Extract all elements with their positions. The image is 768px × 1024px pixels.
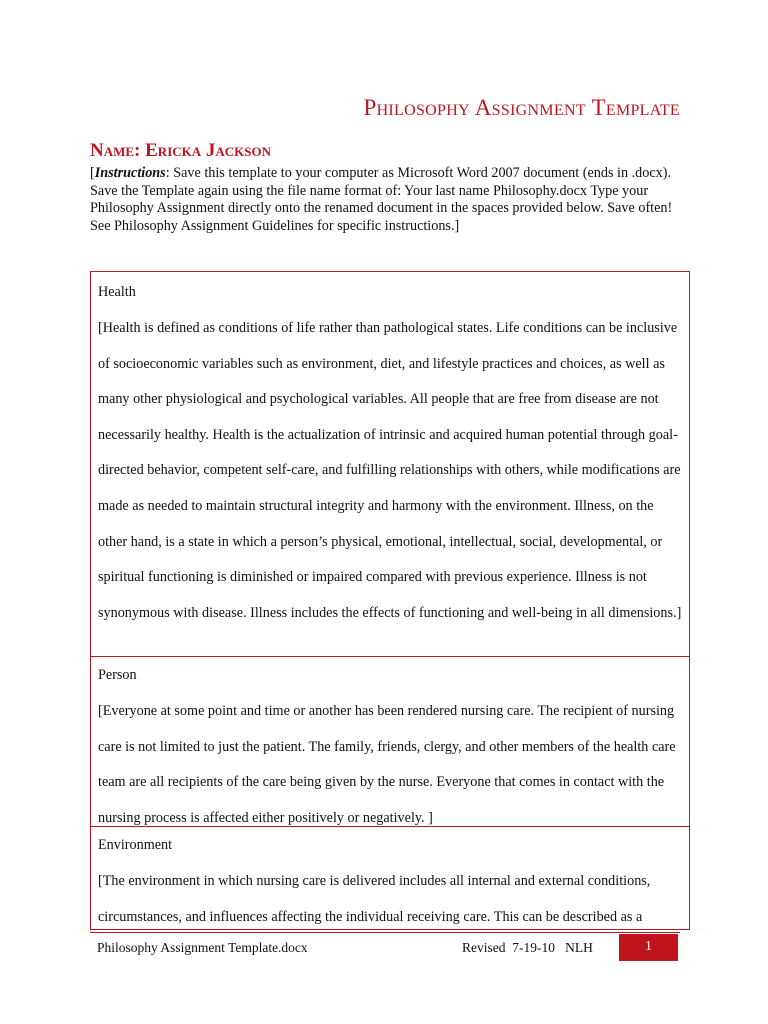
footer-divider <box>90 932 680 933</box>
footer-filename: Philosophy Assignment Template.docx <box>97 940 308 955</box>
section-body[interactable]: [Everyone at some point and time or another has been rendered nursing care. The recipient of nursing care is not limited to just the patient. The family, friends, clergy, and other members of the health care team are all recipients of the care being given by the nurse. Everyone that comes in contact with the nursing process is affected either positively or negatively. ] <box>98 703 676 826</box>
section-heading: Person <box>98 667 137 683</box>
document-title: Philosophy Assignment Template <box>363 95 680 120</box>
section-health[interactable] <box>90 271 690 657</box>
instructions-open-bracket: [ <box>90 165 95 181</box>
section-person[interactable] <box>90 656 690 827</box>
section-body[interactable]: [Health is defined as conditions of life rather than pathological states. Life conditions can be inclusive of socioeconomic variables such as environment, diet, and lifestyle practices and choices, as well as many other physiological and psychological variables. All people that are free from disease are not necessarily healthy. Health is the actualization of intrinsic and acquired human potential through goal-directed behavior, competent self-care, and fulfilling relationships with others, while modifications are made as needed to maintain structural integrity and harmony with the environment. Illness, on the other hand, is a state in which a person’s physical, emotional, intellectual, social, developmental, or spiritual functioning is diminished or impaired compared with previous experience. Illness is not synonymous with disease. Illness includes the effects of functioning and well-being in all dimensions.] <box>98 320 682 621</box>
page-number-badge: 1 <box>619 934 678 961</box>
instructions-paragraph <box>90 165 680 235</box>
instructions-label: Instructions <box>94 165 166 181</box>
student-name-line: Name: Ericka Jackson <box>90 140 272 161</box>
footer-revision: Revised 7-19-10 NLH <box>462 940 593 955</box>
section-heading: Environment <box>98 837 173 853</box>
instructions-text: : Save this template to your computer as Microsoft Word 2007 document (ends in .docx). Save the Template again using the file name format of: Your last name Philosophy.docx Type your Philosophy Assignment directly onto the renamed document in the spaces provided below. Save often! See Philosophy Assignment Guidelines for specific instructions.] <box>90 165 673 234</box>
section-environment[interactable] <box>90 826 690 930</box>
section-heading: Health <box>98 284 136 300</box>
section-body[interactable]: [The environment in which nursing care is delivered includes all internal and external conditions, circumstances, and influences affecting the individual receiving care. This can be described as a <box>98 873 651 925</box>
